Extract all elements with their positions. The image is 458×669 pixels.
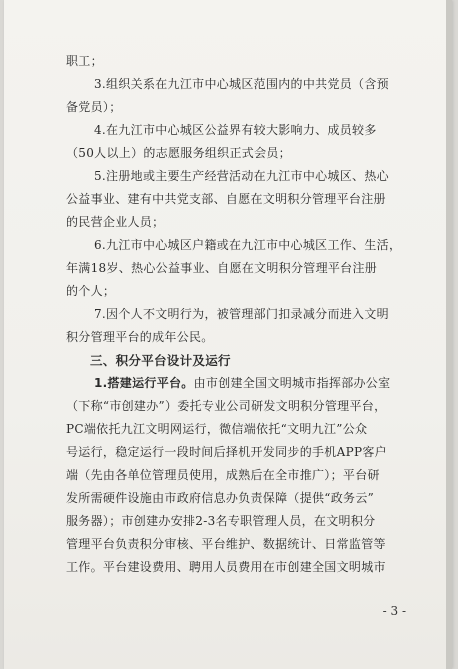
text-line: 职工； [66,54,103,68]
text-line: 的个人； [66,284,116,298]
list-item-6: 6.九江市中心城区户籍或在九江市中心城区工作、生活， [94,238,402,252]
text-line: 号运行，稳定运行一段时间后择机开发同步的手机APP客户 [66,445,387,459]
paragraph-text: 由市创建全国文明城市指挥部办公室 [193,376,391,390]
document-body [66,50,416,579]
text-line: 积分管理平台的成年公民。 [66,330,214,344]
document-page [4,0,452,669]
text-line: 工作。平台建设费用、聘用人员费用在市创建全国文明城市 [66,560,386,574]
section-heading: 三、积分平台设计及运行 [90,353,231,368]
text-line: （50人以上）的志愿服务组织正式会员； [66,146,291,160]
text-line: 的民营企业人员； [66,215,165,229]
text-line: 服务器）；市创建办安排2-3名专职管理人员，在文明积分 [66,514,376,528]
text-line: PC端依托九江文明网运行，微信端依托“文明九江”公众 [66,422,368,436]
page-edge [446,0,452,669]
list-item-5: 5.注册地或主要生产经营活动在九江市中心城区、热心 [94,169,389,183]
list-item-4: 4.在九江市中心城区公益界有较大影响力、成员较多 [94,123,377,137]
text-line: 备党员）； [66,100,122,114]
list-item-3: 3.组织关系在九江市中心城区范围内的中共党员（含预 [94,77,389,91]
paragraph-start [66,372,416,395]
text-line: （下称“市创建办”）委托专业公司研发文明积分管理平台， [66,399,387,413]
list-item-7: 7.因个人不文明行为，被管理部门扣录减分而进入文明 [94,307,389,321]
text-line: 发所需硬件设施由市政府信息办负责保障（提供“政务云” [66,491,375,505]
text-line: 端（先由各单位管理员使用，成熟后在全市推广）；平台研 [66,468,380,482]
page-number: - 3 - [382,604,406,618]
text-line: 公益事业、建有中共党支部、自愿在文明积分管理平台注册 [66,192,386,206]
text-line: 管理平台负责积分审核、平台维护、数据统计、日常监管等 [66,537,386,551]
bold-lead: 1.搭建运行平台。 [94,376,194,390]
text-line: 年满18岁、热心公益事业、自愿在文明积分管理平台注册 [66,261,378,275]
